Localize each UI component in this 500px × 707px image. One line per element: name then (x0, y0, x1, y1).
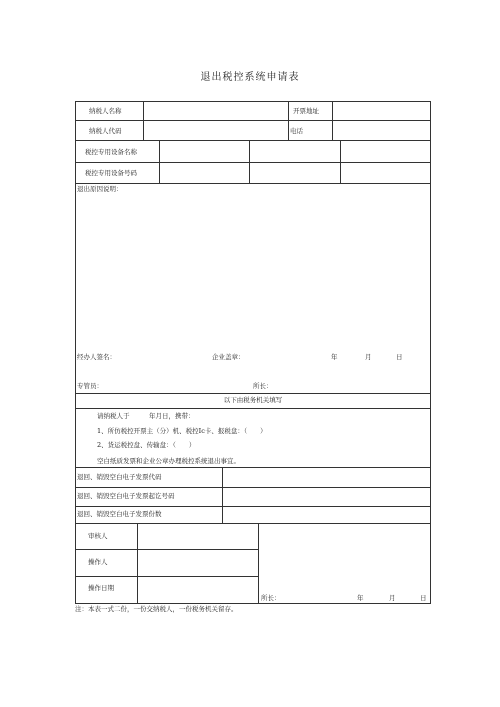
operation-date-field[interactable] (138, 577, 257, 602)
tax-office-header: 以下由税务机关填写 (223, 396, 283, 404)
row-divider (76, 140, 430, 141)
device-number-field-1[interactable] (160, 164, 248, 182)
reviewer-label: 审核人 (88, 532, 108, 540)
application-form (75, 101, 431, 604)
operator-label: 操作人 (88, 558, 108, 566)
company-seal-label: 企业盖章： (212, 353, 245, 361)
col-divider (288, 102, 289, 140)
device-number-label: 税控专用设备号码 (85, 169, 137, 177)
tax-office-month: 月 (389, 594, 396, 602)
device-name-field-3[interactable] (341, 142, 429, 161)
tax-office-instruction: 请纳税人于 年月日，携带： (97, 412, 195, 420)
reason-month: 月 (365, 353, 372, 361)
handler-sign-label: 经办人签名： (77, 353, 116, 361)
operator-field[interactable] (138, 550, 257, 575)
tax-office-director-label: 所长： (261, 594, 281, 602)
reason-label: 退出原因说明： (77, 185, 123, 193)
device-name-label: 税控专用设备名称 (85, 148, 137, 156)
invoice-range-label: 退回、销毁空白电子发票起讫号码 (77, 492, 175, 500)
invoice-code-field[interactable] (223, 468, 429, 486)
tax-office-item-3: 空白纸质发票和企业公章办理税控系统退出事宜。 (97, 457, 240, 465)
invoice-count-field[interactable] (223, 507, 429, 522)
row-divider (76, 120, 430, 121)
device-name-field-2[interactable] (250, 142, 339, 161)
row-divider (76, 408, 430, 409)
footnote: 注：本表一式二份，一份交纳税人，一份税务机关留存。 (75, 605, 238, 613)
tax-office-item-1: 1、所仿税控开票主（分）机、税控Ic卡、报税盘：（ ） (97, 427, 267, 435)
col-divider (258, 523, 259, 603)
tax-office-year: 年 (357, 594, 364, 602)
device-name-field-1[interactable] (160, 142, 248, 161)
reason-year: 年 (331, 353, 338, 361)
taxpayer-name-label: 纳税人名称 (89, 107, 122, 115)
phone-field[interactable] (333, 122, 429, 139)
operation-date-label: 操作日期 (88, 584, 114, 592)
row-divider (76, 162, 430, 163)
reason-day: 日 (396, 353, 403, 361)
row-divider (76, 183, 430, 184)
invoice-address-field[interactable] (333, 103, 429, 119)
row-divider (76, 393, 430, 394)
tax-office-item-2: 2、货运税控盘、传输盘：（ ） (97, 441, 196, 449)
tax-office-day: 日 (420, 594, 427, 602)
invoice-range-field[interactable] (223, 488, 429, 505)
phone-label: 电话 (290, 127, 303, 135)
taxpayer-name-field[interactable] (144, 103, 287, 119)
device-number-field-2[interactable] (250, 164, 339, 182)
director-label: 所长： (253, 382, 273, 390)
reviewer-field[interactable] (138, 524, 257, 548)
invoice-address-label: 开票地址 (293, 107, 319, 115)
reason-field[interactable] (78, 196, 428, 346)
manager-label: 专管员： (77, 382, 103, 390)
page-title: 退出税控系统申请表 (200, 72, 300, 83)
taxpayer-code-label: 纳税人代码 (89, 127, 122, 135)
device-number-field-3[interactable] (341, 164, 429, 182)
invoice-code-label: 退回、销毁空白电子发票代码 (77, 473, 162, 481)
invoice-count-label: 退回、销毁空白电子发票份数 (77, 510, 162, 518)
taxpayer-code-field[interactable] (144, 122, 287, 139)
